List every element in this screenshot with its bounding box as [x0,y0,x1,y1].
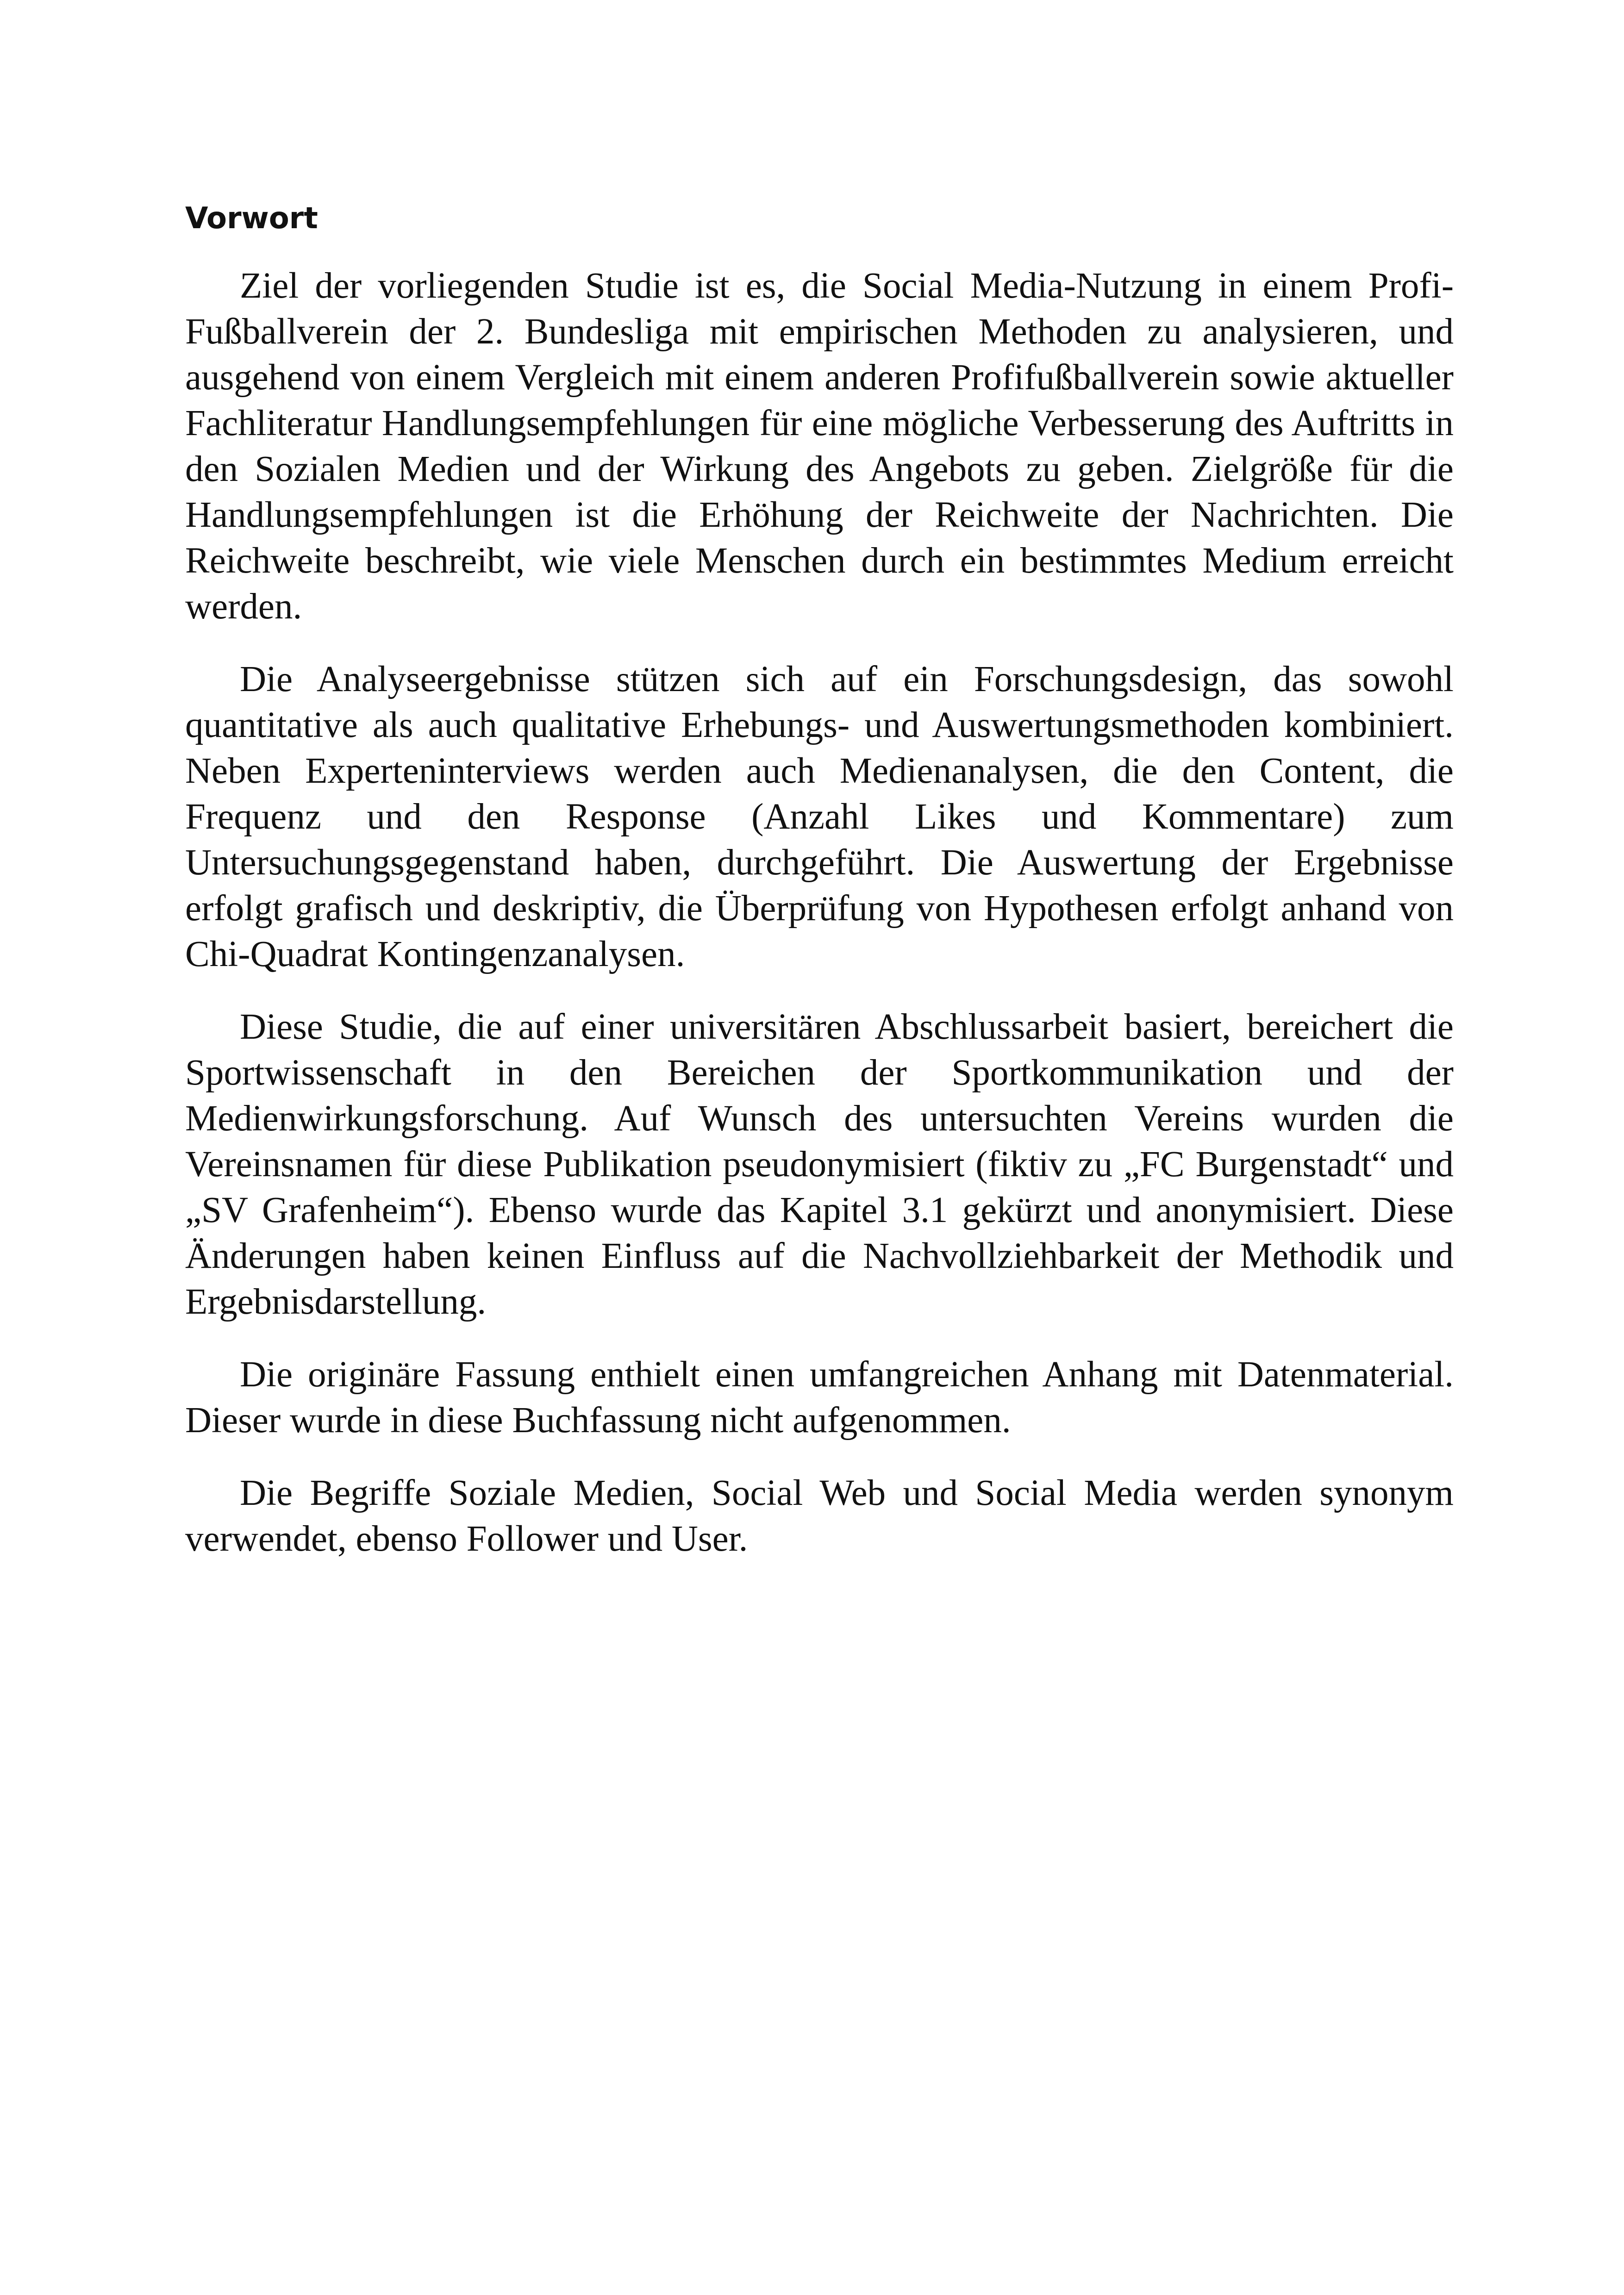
paragraph-3: Diese Studie, die auf einer universitären Abschlussarbeit basiert, bereichert die Sportwissenschaft in den Bereichen der Sportkommunikation und der Medienwirkungsforschung. Auf Wunsch des untersuchten Vereins wurden die Vereinsnamen für diese Publikation pseudonymisiert (fiktiv zu „FC Burgenstadt“ und „SV Grafenheim“). Ebenso wurde das Kapitel 3.1 gekürzt und anonymisiert. Diese Änderungen haben keinen Einfluss auf die Nachvollziehbarkeit der Methodik und Ergebnisdarstellung. [185,1007,1454,1322]
paragraph-1: Ziel der vorliegenden Studie ist es, die Social Media-Nutzung in einem Profi-Fußballverein der 2. Bundesliga mit empirischen Methoden zu analysieren, und ausgehend von einem Vergleich mit einem anderen Profifußballverein sowie aktueller Fachliteratur Handlungsempfehlungen für eine mögliche Verbesserung des Auftritts in den Sozialen Medien und der Wirkung des Angebots zu geben. Zielgröße für die Handlungsempfehlungen ist die Erhöhung der Reichweite der Nachrichten. Die Reichweite beschreibt, wie viele Menschen durch ein bestimmtes Medium erreicht werden. [185,266,1454,627]
paragraph-2: Die Analyseergebnisse stützen sich auf ein Forschungsdesign, das sowohl quantitative als auch qualitative Erhebungs- und Auswertungsmethoden kombiniert. Neben Experteninterviews werden auch Medienanalysen, die den Content, die Frequenz und den Response (Anzahl Likes und Kommentare) zum Untersuchungsgegenstand haben, durchgeführt. Die Auswertung der Ergebnisse erfolgt grafisch und deskriptiv, die Überprüfung von Hypothesen erfolgt anhand von Chi-Quadrat Kontingenzanalysen. [185,659,1454,974]
paragraph-4: Die originäre Fassung enthielt einen umfangreichen Anhang mit Datenmaterial. Dieser wurde in diese Buchfassung nicht aufgenommen. [185,1354,1454,1441]
section-heading: Vorwort [185,201,318,236]
page-content [185,201,1454,1589]
paragraph-5: Die Begriffe Soziale Medien, Social Web und Social Media werden synonym verwendet, ebenso Follower und User. [185,1473,1454,1559]
